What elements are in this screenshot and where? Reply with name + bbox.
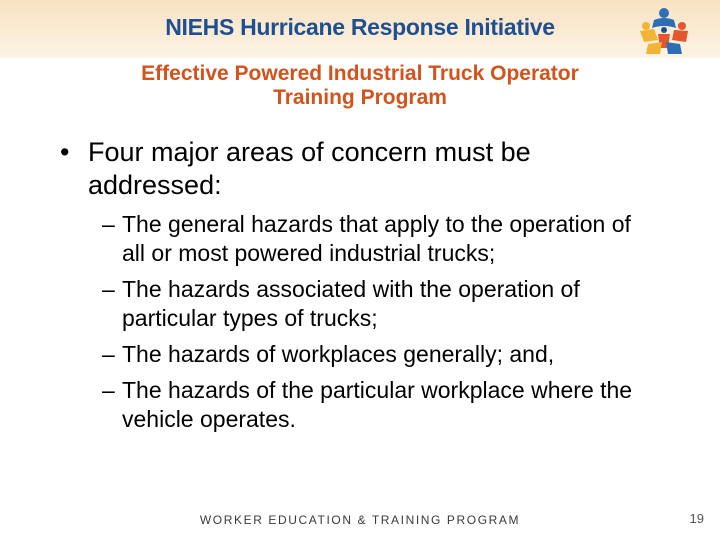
- bullet-list: [60, 136, 660, 441]
- sub-bullet-list: [60, 210, 660, 434]
- sub-bullet: [102, 210, 660, 268]
- dash-icon: –: [102, 377, 115, 403]
- main-bullet: [60, 136, 660, 202]
- sub-bullet-text: The hazards associated with the operation of particular types of trucks;: [122, 276, 580, 331]
- dash-icon: –: [102, 211, 115, 237]
- slide-title-line-2: Training Program: [273, 86, 447, 109]
- sub-bullet-text: The hazards of workplaces generally; and,: [122, 341, 555, 367]
- sub-bullet-text: The general hazards that apply to the operation of all or most powered industrial trucks;: [122, 211, 631, 266]
- bullet-dot-icon: •: [60, 137, 70, 167]
- slide-title-line-1: Effective Powered Industrial Truck Operator: [141, 62, 579, 85]
- slide-title: [40, 62, 680, 110]
- sub-bullet: [102, 275, 660, 333]
- header-title: NIEHS Hurricane Response Initiative: [165, 14, 555, 40]
- sub-bullet: [102, 340, 660, 369]
- dash-icon: –: [102, 276, 115, 302]
- footer-program: WORKER EDUCATION & TRAINING PROGRAM: [199, 513, 521, 527]
- niehs-people-logo-icon: [634, 4, 694, 60]
- page-number: 19: [689, 511, 704, 526]
- main-bullet-text: Four major areas of concern must be addressed:: [88, 137, 531, 200]
- sub-bullet-text: The hazards of the particular workplace where the vehicle operates.: [122, 377, 633, 432]
- dash-icon: –: [102, 341, 115, 367]
- sub-bullet: [102, 376, 660, 434]
